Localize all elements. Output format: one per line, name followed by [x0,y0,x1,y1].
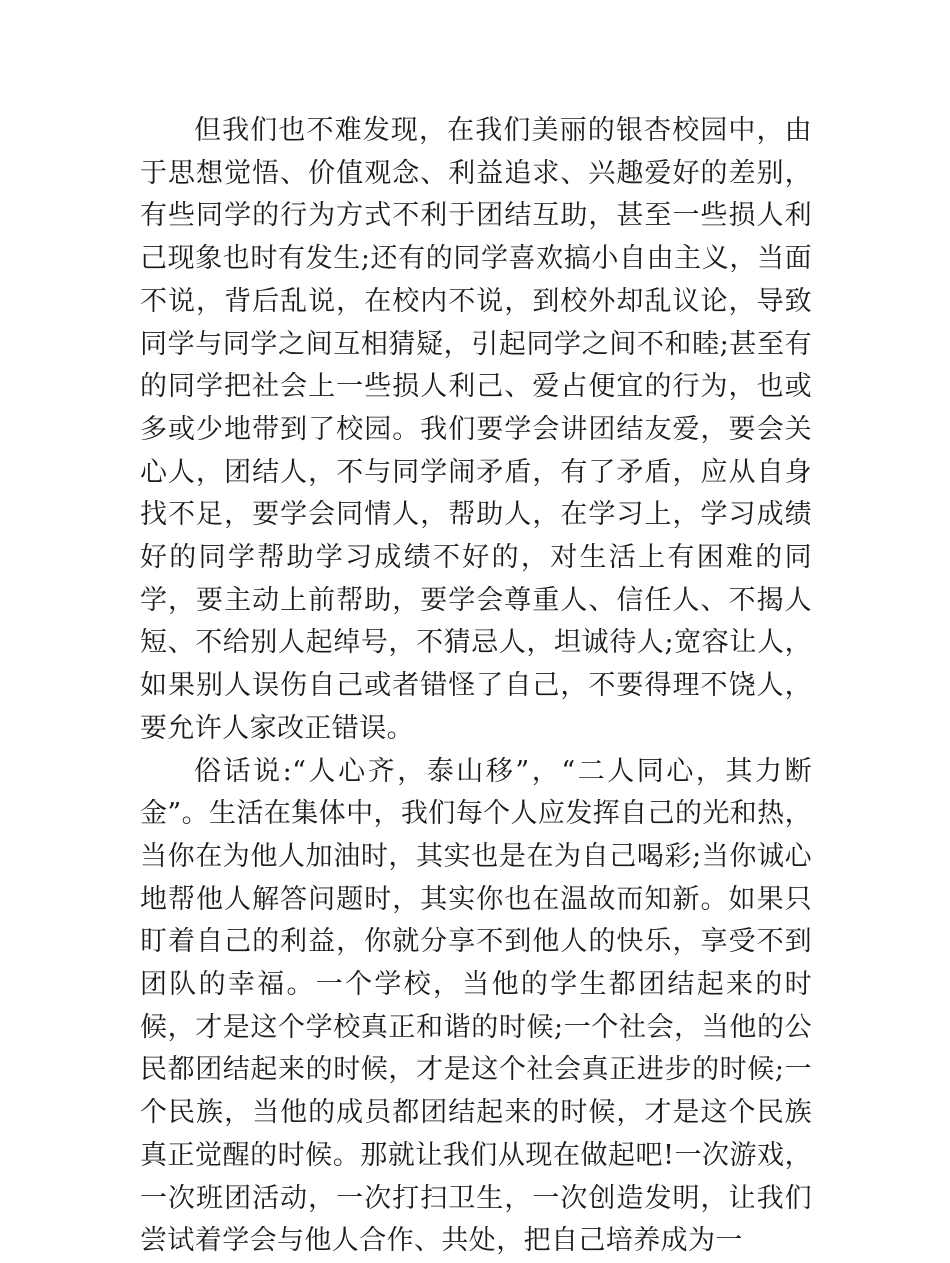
document-body [140,110,812,1263]
paragraph-1: 但我们也不难发现，在我们美丽的银杏校园中，由于思想觉悟、价值观念、利益追求、兴趣爱好的差别，有些同学的行为方式不利于团结互助，甚至一些损人利己现象也时有发生;还有的同学喜欢搞小自由主义，当面不说，背后乱说，在校内不说，到校外却乱议论，导致同学与同学之间互相猜疑，引起同学之间不和睦;甚至有的同学把社会上一些损人利己、爱占便宜的行为，也或多或少地带到了校园。我们要学会讲团结友爱，要会关心人，团结人，不与同学闹矛盾，有了矛盾，应从自身找不足，要学会同情人，帮助人，在学习上，学习成绩好的同学帮助学习成绩不好的，对生活上有困难的同学，要主动上前帮助，要学会尊重人、信任人、不揭人短、不给别人起绰号，不猜忌人，坦诚待人;宽容让人，如果别人误伤自己或者错怪了自己，不要得理不饶人，要允许人家改正错误。 [140,115,812,744]
paragraph-2: 俗话说:“人心齐，泰山移”，“二人同心，其力断金”。生活在集体中，我们每个人应发挥自己的光和热，当你在为他人加油时，其实也是在为自己喝彩;当你诚心地帮他人解答问题时，其实你也在温故而知新。如果只盯着自己的利益，你就分享不到他人的快乐，享受不到团队的幸福。一个学校，当他的学生都团结起来的时候，才是这个学校真正和谐的时候;一个社会，当他的公民都团结起来的时候，才是这个社会真正进步的时候;一个民族，当他的成员都团结起来的时候，才是这个民族真正觉醒的时候。那就让我们从现在做起吧!一次游戏，一次班团活动，一次打扫卫生，一次创造发明，让我们尝试着学会与他人合作、共处，把自己培养成为一 [140,755,812,1257]
